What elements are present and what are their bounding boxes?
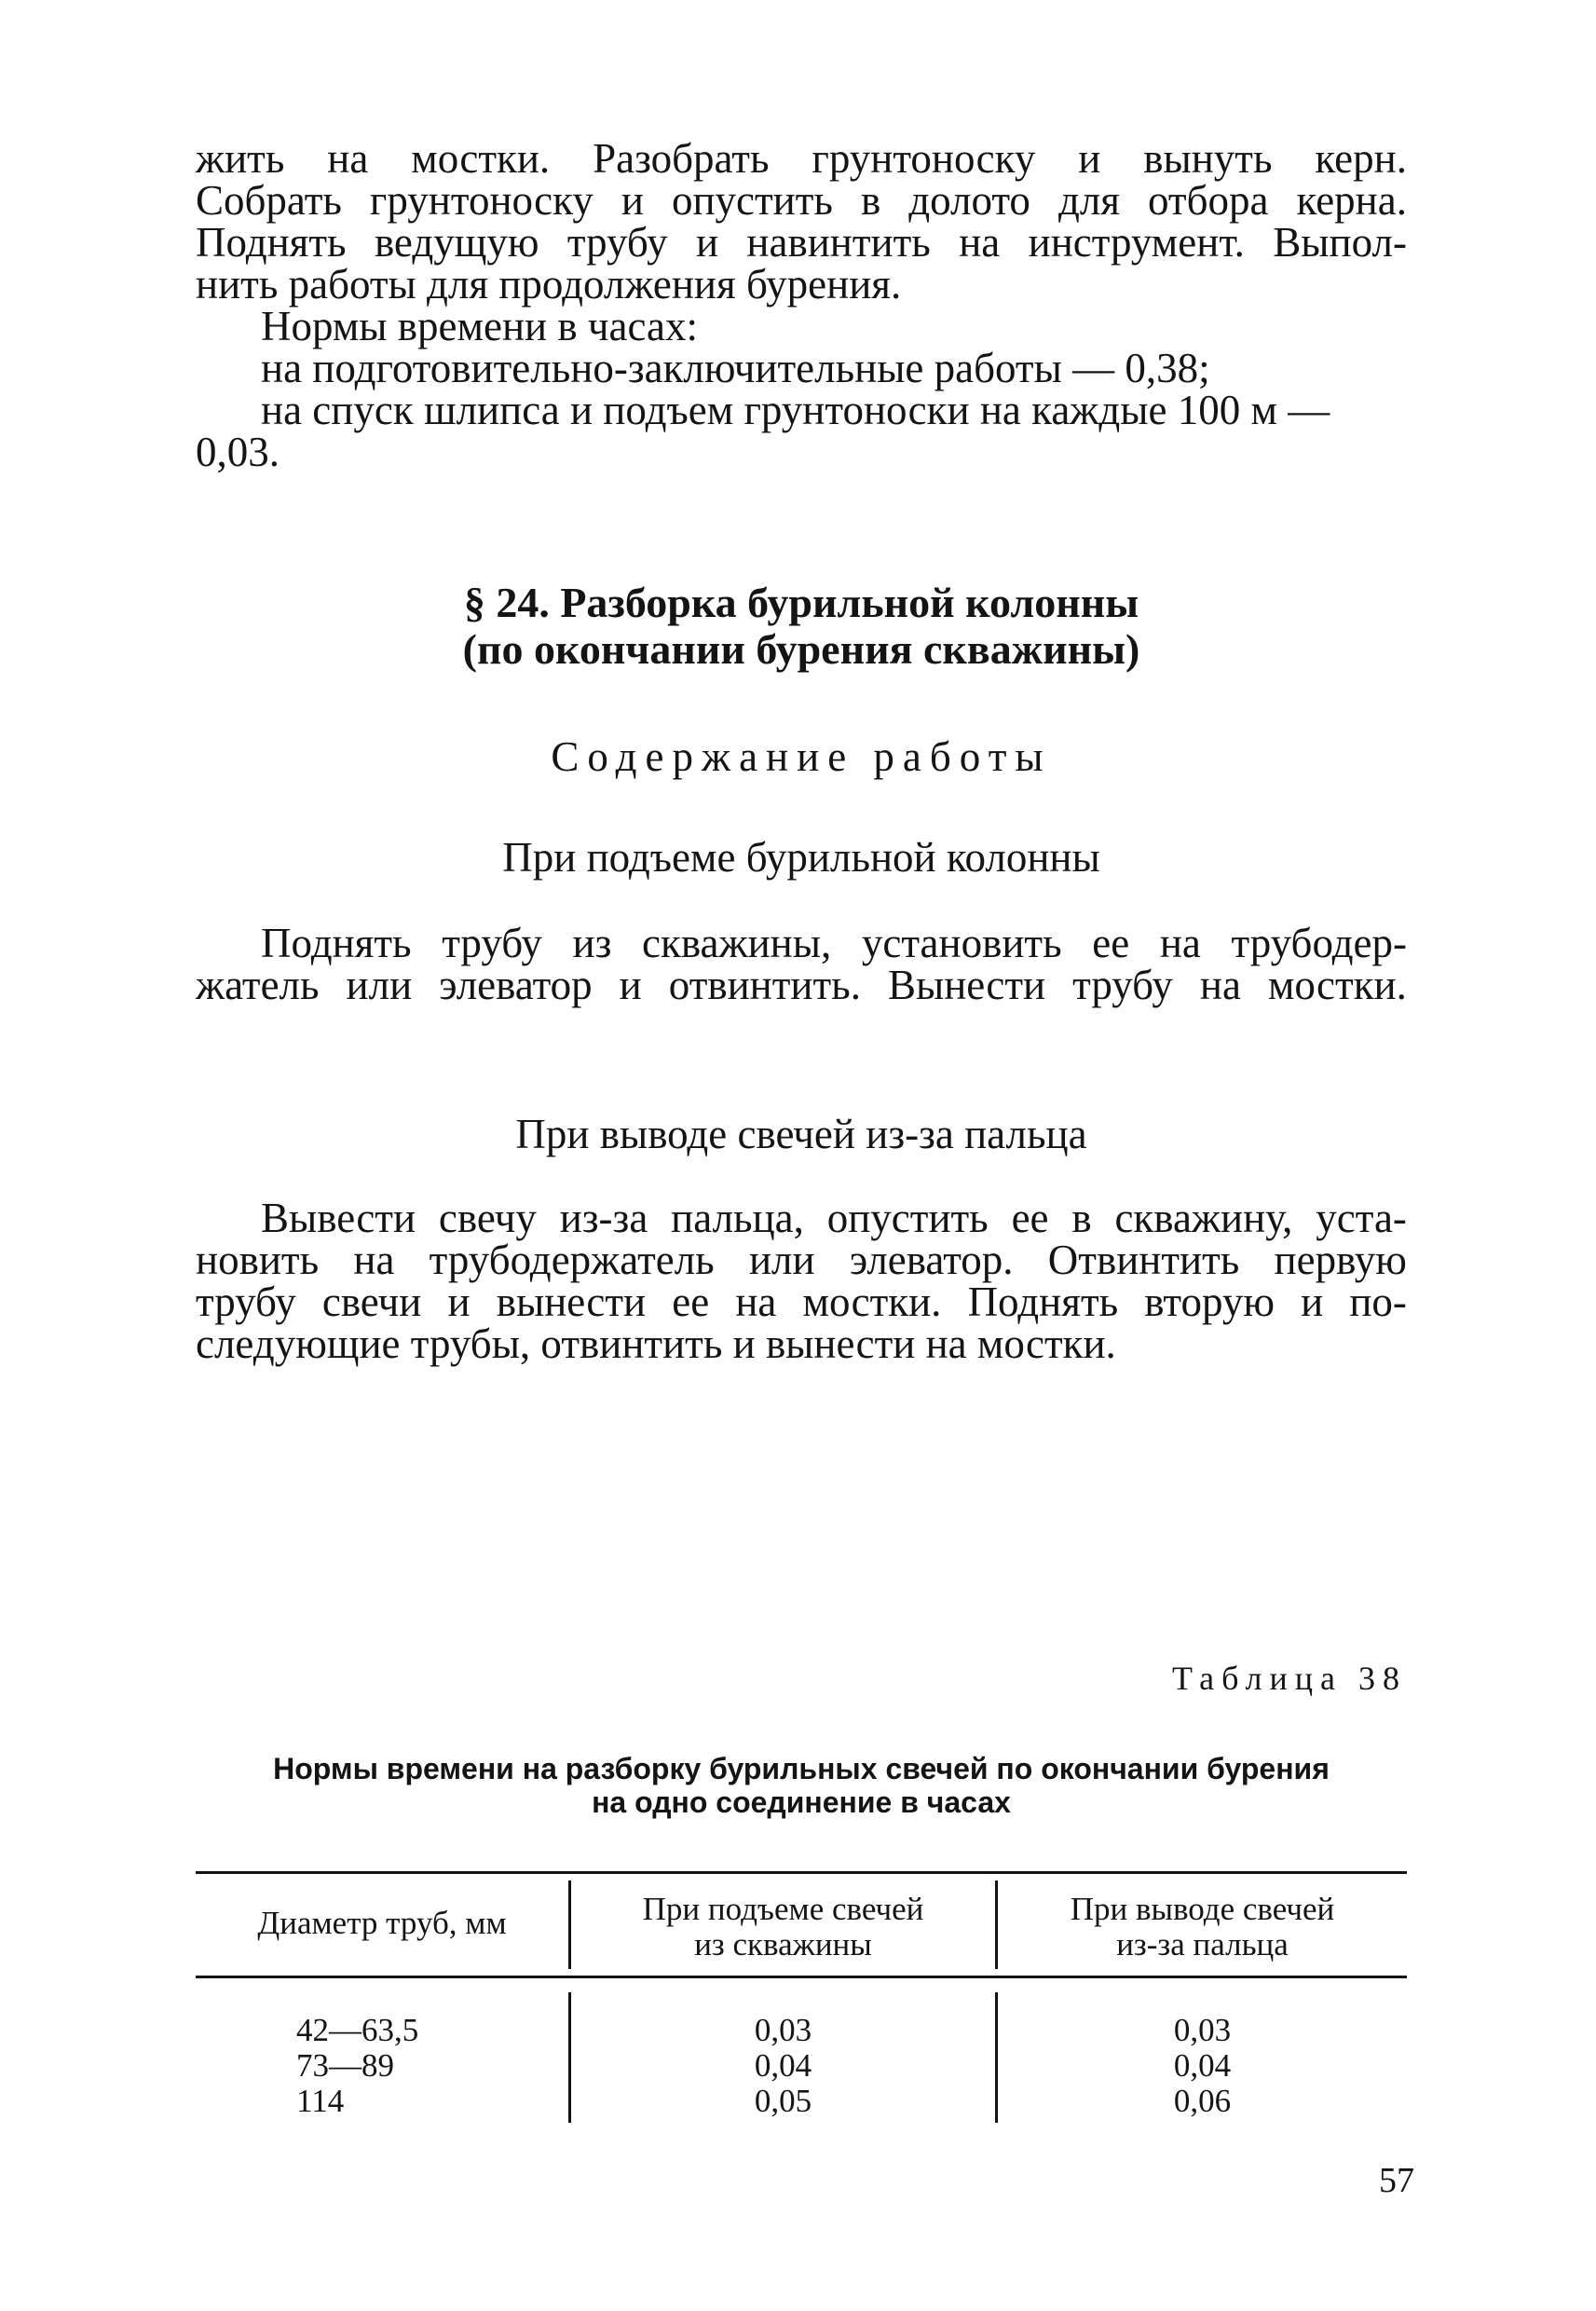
table-column-lift: [571, 2013, 995, 2119]
top-paragraph: [196, 135, 1407, 475]
word: Вывести: [261, 1195, 416, 1241]
table-label: [196, 1659, 1407, 1698]
table-cell: 0,03: [754, 2012, 812, 2048]
word: и: [621, 177, 644, 224]
subsection-paragraph: [196, 1197, 1407, 1365]
word: мостки.: [1267, 962, 1407, 1008]
section-title-line: § 24. Разборка бурильной колонны: [463, 579, 1139, 626]
text-line: [196, 920, 1407, 966]
table-header-diameter: [196, 1906, 568, 1941]
word: по-: [1349, 1279, 1407, 1325]
word: Собрать: [196, 177, 342, 224]
section-title-line: (по окончании бурения скважины): [462, 625, 1140, 673]
word: из: [572, 920, 612, 966]
word: трубодер-: [1231, 920, 1407, 966]
word: ее: [1011, 1195, 1049, 1241]
word: опустить: [671, 177, 833, 224]
word: инструмент.: [1028, 219, 1245, 266]
text-line: следующие трубы, отвинтить и вынести на мостки.: [196, 1320, 1116, 1367]
page-number: 57: [1379, 2161, 1414, 2200]
table-label-text: Таблица 38: [1172, 1660, 1407, 1697]
text-line: [196, 135, 1407, 182]
text-line: [196, 177, 1407, 224]
text-line: [196, 1281, 1407, 1323]
content-heading: [196, 733, 1407, 780]
word: ее: [672, 1279, 710, 1325]
word: Вынести: [887, 962, 1046, 1008]
word: Отвинтить: [1047, 1237, 1240, 1283]
word: вынуть: [1143, 135, 1273, 182]
word: на: [959, 219, 1001, 266]
table-column-finger: [998, 2013, 1407, 2119]
word: керна.: [1296, 177, 1407, 224]
word: элеватор.: [849, 1237, 1014, 1283]
word: грунтоноску: [812, 135, 1036, 182]
word: скважину,: [1114, 1195, 1293, 1241]
subsection-paragraph: [196, 920, 1407, 1008]
word: керн.: [1315, 135, 1407, 182]
word: мостки.: [802, 1279, 942, 1325]
table-header-finger: [998, 1892, 1407, 1962]
word: скважины,: [642, 920, 832, 966]
word: отбора: [1148, 177, 1269, 224]
word: жатель: [196, 962, 320, 1008]
word: долото: [908, 177, 1030, 224]
header-text: Диаметр труб, мм: [257, 1905, 507, 1941]
table-cell: 0,04: [754, 2047, 812, 2084]
word: на: [1199, 962, 1241, 1008]
word: Разобрать: [593, 135, 770, 182]
table-cell: 0,05: [754, 2083, 812, 2119]
word: трубодержатель: [429, 1237, 715, 1283]
table-cell: 73—89: [296, 2047, 394, 2084]
word: из-за: [559, 1195, 648, 1241]
table-caption-line: на одно соединение в часах: [592, 1785, 1011, 1819]
table-header-lift: [571, 1892, 995, 1962]
word: свечи: [321, 1279, 422, 1325]
word: в: [860, 177, 881, 224]
word: установить: [861, 920, 1062, 966]
word: трубу: [442, 920, 542, 966]
word: грунтоноску: [369, 177, 593, 224]
word: или: [748, 1237, 815, 1283]
text-line: [196, 1239, 1407, 1281]
word: в: [1071, 1195, 1092, 1241]
word: или: [346, 962, 413, 1008]
word: мостки.: [411, 135, 551, 182]
word: и: [619, 962, 642, 1008]
word: опустить: [826, 1195, 989, 1241]
table-cell: 114: [296, 2083, 345, 2119]
header-text: из скважины: [694, 1926, 872, 1962]
subsection-title-text: При подъеме бурильной колонны: [502, 834, 1100, 881]
word: и: [1301, 1279, 1324, 1325]
word: и: [695, 219, 719, 266]
norm-line: на спуск шлипса и подъем грунтоноски на каждые 100 м —: [261, 387, 1330, 433]
word: и: [1078, 135, 1101, 182]
word: трубу: [566, 219, 668, 266]
content-heading-text: Содержание работы: [551, 733, 1052, 780]
section-title: [196, 580, 1407, 673]
subsection-title: [196, 834, 1407, 881]
word: навинтить: [746, 219, 931, 266]
word: пальца,: [671, 1195, 804, 1241]
table-cell: 0,06: [1173, 2083, 1232, 2119]
subsection-title: [196, 1111, 1407, 1157]
subsection-title-text: При выводе свечей из-за пальца: [515, 1111, 1087, 1157]
word: на: [327, 135, 369, 182]
word: на: [353, 1237, 395, 1283]
header-text: При подъеме свечей: [642, 1891, 924, 1927]
header-text: При выводе свечей: [1070, 1891, 1335, 1927]
word: первую: [1274, 1237, 1407, 1283]
header-text: из-за пальца: [1116, 1926, 1289, 1962]
word: на: [1159, 920, 1201, 966]
word: жить: [196, 135, 285, 182]
word: трубу: [196, 1279, 296, 1325]
table-column-diameter: [296, 2013, 483, 2119]
table-cell: 0,04: [1173, 2047, 1232, 2084]
text-line: нить работы для продолжения бурения.: [196, 261, 902, 308]
norms-intro: Нормы времени в часах:: [261, 303, 698, 349]
word: уста-: [1316, 1195, 1407, 1241]
norm-line: на подготовительно-заключительные работы — 0,38;: [261, 345, 1210, 391]
word: и: [447, 1279, 471, 1325]
word: вынести: [496, 1279, 647, 1325]
word: новить: [196, 1237, 320, 1283]
table-cell: 42—63,5: [296, 2012, 419, 2048]
table-header-rule: [196, 1976, 1407, 1978]
text-line: [196, 219, 1407, 266]
table-top-rule: [196, 1871, 1407, 1874]
table-caption-line: Нормы времени на разборку бурильных свечей по окончании бурения: [273, 1752, 1330, 1785]
norm-line: 0,03.: [196, 429, 280, 475]
table-cell: 0,03: [1173, 2012, 1232, 2048]
text-line: [196, 964, 1407, 1006]
word: Поднять: [967, 1279, 1119, 1325]
text-line: [196, 1197, 1407, 1239]
word: свечу: [438, 1195, 537, 1241]
table-caption: [196, 1752, 1407, 1819]
word: трубу: [1072, 962, 1173, 1008]
word: Поднять: [196, 219, 347, 266]
word: на: [735, 1279, 777, 1325]
word: отвинтить.: [668, 962, 861, 1008]
word: для: [1057, 177, 1120, 224]
word: Выпол-: [1273, 219, 1407, 266]
word: вторую: [1144, 1279, 1275, 1325]
word: ее: [1092, 920, 1130, 966]
word: ведущую: [374, 219, 539, 266]
word: Поднять: [261, 920, 412, 966]
word: элеватор: [439, 962, 593, 1008]
